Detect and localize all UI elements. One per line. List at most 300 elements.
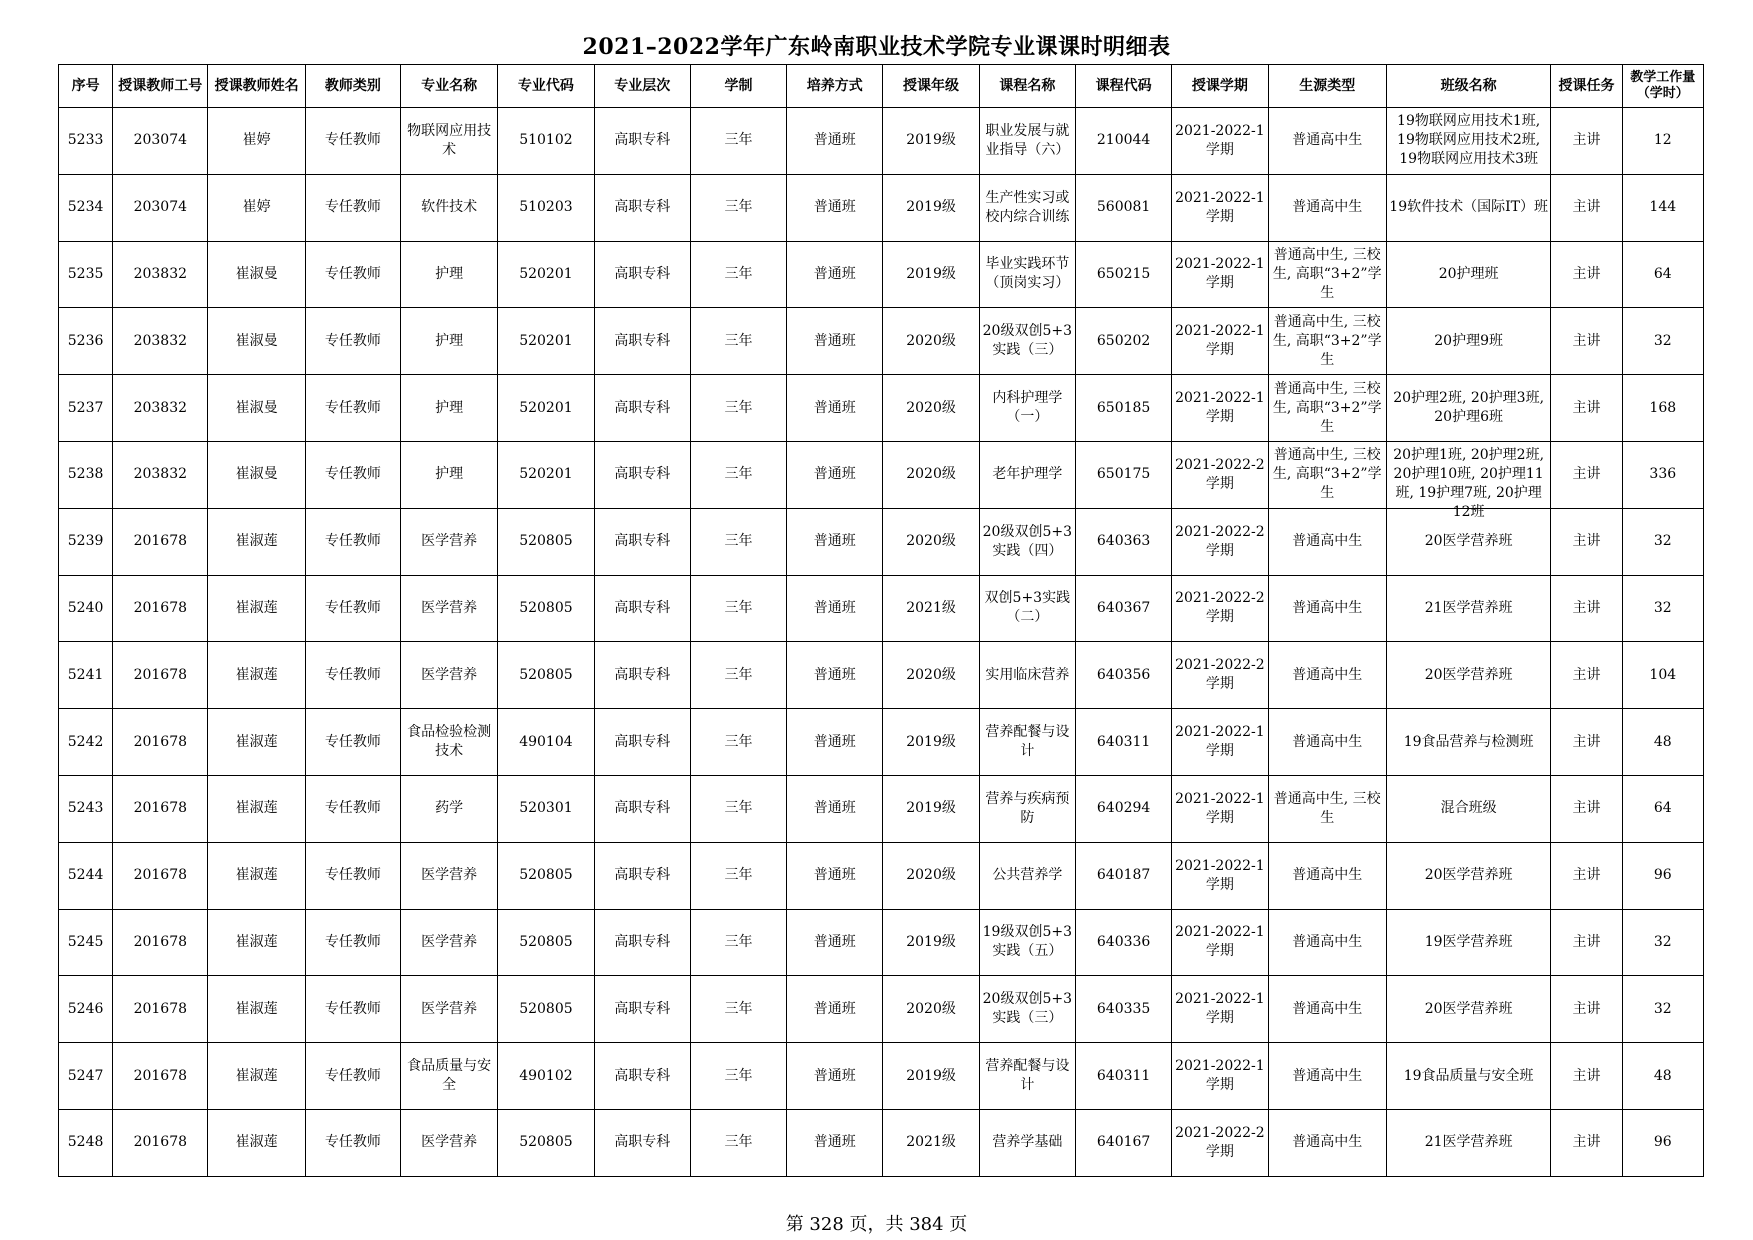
teacher-id-cell <box>113 642 208 709</box>
seq-cell <box>59 642 113 709</box>
course-name-cell <box>979 241 1075 308</box>
grade-cell <box>883 375 979 442</box>
level-cell <box>594 575 690 642</box>
course-code-cell <box>1075 1109 1171 1176</box>
cell-text: 203074 <box>133 132 188 149</box>
course-name-cell <box>979 775 1075 842</box>
grade-cell <box>883 1043 979 1110</box>
cell-text: 三年 <box>724 800 753 817</box>
cell-text: 5234 <box>67 199 104 216</box>
course-name-cell <box>979 909 1075 976</box>
class-name-cell <box>1386 842 1551 909</box>
cell-text: 520805 <box>519 1000 573 1017</box>
header-cell: 课程代码 <box>1075 65 1171 108</box>
level-cell <box>594 308 690 375</box>
cell-text: 普通高中生, 三校生, 高职“3+2”学生 <box>1272 380 1382 435</box>
cell-text: 5246 <box>67 1000 104 1017</box>
cell-text: 20医学营养班 <box>1424 867 1513 884</box>
cell-text: 20护理2班, 20护理3班, 20护理6班 <box>1393 390 1545 426</box>
task-cell <box>1551 174 1622 241</box>
cell-text: 2019级 <box>906 265 956 282</box>
course-code-cell <box>1075 441 1171 508</box>
major-name-cell <box>401 108 498 175</box>
class-name-cell <box>1386 241 1551 308</box>
teacher-id-cell <box>113 108 208 175</box>
level-cell <box>594 1109 690 1176</box>
class-name-cell <box>1386 441 1551 521</box>
cell-text: 高职专科 <box>614 1067 671 1084</box>
cell-text: 96 <box>1653 1134 1672 1151</box>
cell-text: 三年 <box>724 933 753 950</box>
cell-text: 201678 <box>133 800 188 817</box>
cell-text: 5241 <box>67 666 104 683</box>
cell-text: 2019级 <box>906 800 956 817</box>
cell-text: 崔淑曼 <box>235 265 278 282</box>
cell-text: 主讲 <box>1572 599 1601 616</box>
cell-text: 201678 <box>133 733 188 750</box>
teacher-id-cell <box>113 842 208 909</box>
grade-cell <box>883 1109 979 1176</box>
student-source-cell <box>1268 508 1386 575</box>
cell-text: 普通班 <box>813 1067 856 1084</box>
cell-text: 专任教师 <box>324 399 381 416</box>
cell-text: 5242 <box>67 733 104 750</box>
cell-text: 2019级 <box>906 132 956 149</box>
cell-text: 520805 <box>519 599 573 616</box>
duration-cell <box>690 1043 786 1110</box>
cell-text: 520201 <box>519 399 573 416</box>
cell-text: 520201 <box>519 265 573 282</box>
course-name-cell <box>979 642 1075 709</box>
cell-text: 内科护理学（一） <box>992 390 1063 426</box>
course-name-cell <box>979 709 1075 776</box>
cell-text: 5244 <box>67 867 104 884</box>
cell-text: 20医学营养班 <box>1424 666 1513 683</box>
cell-text: 5235 <box>67 265 104 282</box>
seq-cell <box>59 308 113 375</box>
cell-text: 专任教师 <box>324 199 381 216</box>
cell-text: 专任教师 <box>324 265 381 282</box>
major-code-cell <box>498 642 594 709</box>
cell-text: 640367 <box>1096 599 1151 616</box>
course-name-cell <box>979 842 1075 909</box>
cell-text: 主讲 <box>1572 132 1601 149</box>
class-name-cell <box>1386 375 1551 442</box>
cell-text: 崔淑莲 <box>235 867 278 884</box>
course-code-cell <box>1075 308 1171 375</box>
cell-text: 96 <box>1653 867 1672 884</box>
major-name-cell <box>401 1109 498 1176</box>
cell-text: 2019级 <box>906 733 956 750</box>
cell-text: 2020级 <box>906 533 956 550</box>
header-cell: 授课年级 <box>883 65 979 108</box>
cell-text: 普通班 <box>813 399 856 416</box>
cell-text: 201678 <box>133 1067 188 1084</box>
student-source-cell <box>1268 575 1386 642</box>
cell-text: 主讲 <box>1572 800 1601 817</box>
cell-text: 210044 <box>1096 132 1151 149</box>
cell-text: 药学 <box>435 800 464 817</box>
task-cell <box>1551 709 1622 776</box>
cell-text: 高职专科 <box>614 533 671 550</box>
teacher-id-cell <box>113 508 208 575</box>
major-code-cell <box>498 709 594 776</box>
cell-text: 老年护理学 <box>992 466 1063 483</box>
teacher-name-cell <box>208 1043 305 1110</box>
teacher-type-cell <box>305 308 400 375</box>
cell-text: 主讲 <box>1572 733 1601 750</box>
cell-text: 20护理1班, 20护理2班, 20护理10班, 20护理11班, 19护理7班, 20护理12班 <box>1393 447 1545 521</box>
teacher-type-cell <box>305 709 400 776</box>
student-source-cell <box>1268 909 1386 976</box>
cell-text: 640187 <box>1096 867 1151 884</box>
cell-text: 主讲 <box>1572 199 1601 216</box>
class-name-cell <box>1386 909 1551 976</box>
major-code-cell <box>498 308 594 375</box>
workload-cell <box>1622 241 1703 308</box>
cell-text: 2020级 <box>906 399 956 416</box>
grade-cell <box>883 108 979 175</box>
cell-text: 5248 <box>67 1134 104 1151</box>
cell-text: 201678 <box>133 933 188 950</box>
duration-cell <box>690 108 786 175</box>
cell-text: 高职专科 <box>614 199 671 216</box>
header-cell: 授课教师姓名 <box>208 65 305 108</box>
cell-text: 普通班 <box>813 599 856 616</box>
cell-text: 营养配餐与设计 <box>985 1058 1070 1094</box>
class-name-cell <box>1386 108 1551 175</box>
cell-text: 普通高中生 <box>1292 666 1363 683</box>
teacher-name-cell <box>208 108 305 175</box>
cell-text: 三年 <box>724 867 753 884</box>
cell-text: 336 <box>1649 466 1677 483</box>
seq-cell <box>59 1043 113 1110</box>
semester-cell <box>1172 174 1268 241</box>
major-code-cell <box>498 1109 594 1176</box>
cell-text: 203074 <box>133 199 188 216</box>
major-code-cell <box>498 241 594 308</box>
student-source-cell <box>1268 842 1386 909</box>
task-cell <box>1551 842 1622 909</box>
class-name-cell <box>1386 1043 1551 1110</box>
cell-text: 普通班 <box>813 733 856 750</box>
cell-text: 崔婷 <box>242 132 271 149</box>
course-name-cell <box>979 508 1075 575</box>
cell-text: 203832 <box>133 332 188 349</box>
semester-cell <box>1172 842 1268 909</box>
major-name-cell <box>401 842 498 909</box>
cell-text: 主讲 <box>1572 1067 1601 1084</box>
major-code-cell <box>498 775 594 842</box>
workload-cell <box>1622 575 1703 642</box>
teacher-name-cell <box>208 642 305 709</box>
student-source-cell <box>1268 174 1386 241</box>
major-name-cell <box>401 441 498 508</box>
cell-text: 2021-2022-1学期 <box>1175 924 1265 960</box>
cell-text: 护理 <box>435 399 464 416</box>
cell-text: 营养与疾病预防 <box>985 790 1070 826</box>
cell-text: 2021-2022-1学期 <box>1175 724 1265 760</box>
duration-cell <box>690 775 786 842</box>
cell-text: 崔淑莲 <box>235 1000 278 1017</box>
teacher-type-cell <box>305 1109 400 1176</box>
table-row <box>59 842 1704 909</box>
header-cell: 授课学期 <box>1172 65 1268 108</box>
teacher-id-cell <box>113 174 208 241</box>
workload-cell <box>1622 842 1703 909</box>
semester-cell <box>1172 709 1268 776</box>
cell-text: 护理 <box>435 332 464 349</box>
semester-cell <box>1172 976 1268 1043</box>
cell-text: 520201 <box>519 332 573 349</box>
class-name-cell <box>1386 709 1551 776</box>
class-name-cell <box>1386 775 1551 842</box>
level-cell <box>594 909 690 976</box>
teacher-id-cell <box>113 308 208 375</box>
cell-text: 2021-2022-2学期 <box>1175 657 1265 693</box>
header-cell: 教师类别 <box>305 65 400 108</box>
cell-text: 5245 <box>67 933 104 950</box>
cell-text: 2020级 <box>906 332 956 349</box>
task-cell <box>1551 1043 1622 1110</box>
teacher-name-cell <box>208 909 305 976</box>
cell-text: 32 <box>1653 533 1672 550</box>
task-cell <box>1551 108 1622 175</box>
semester-cell <box>1172 1109 1268 1176</box>
cell-text: 640311 <box>1096 1067 1151 1084</box>
teacher-type-cell <box>305 775 400 842</box>
course-name-cell <box>979 976 1075 1043</box>
table-row <box>59 108 1704 175</box>
teacher-id-cell <box>113 909 208 976</box>
training-mode-cell <box>787 976 883 1043</box>
cell-text: 2020级 <box>906 867 956 884</box>
cell-text: 普通高中生 <box>1292 1134 1363 1151</box>
table-row <box>59 174 1704 241</box>
teacher-type-cell <box>305 909 400 976</box>
task-cell <box>1551 375 1622 442</box>
cell-text: 2021-2022-1学期 <box>1175 790 1265 826</box>
teacher-type-cell <box>305 375 400 442</box>
cell-text: 普通高中生 <box>1292 1000 1363 1017</box>
grade-cell <box>883 775 979 842</box>
teacher-type-cell <box>305 241 400 308</box>
course-name-cell <box>979 1109 1075 1176</box>
cell-text: 普通班 <box>813 933 856 950</box>
major-name-cell <box>401 575 498 642</box>
cell-text: 三年 <box>724 332 753 349</box>
seq-cell <box>59 375 113 442</box>
cell-text: 203832 <box>133 399 188 416</box>
cell-text: 20医学营养班 <box>1424 1000 1513 1017</box>
grade-cell <box>883 709 979 776</box>
major-code-cell <box>498 108 594 175</box>
cell-text: 崔淑莲 <box>235 1134 278 1151</box>
level-cell <box>594 976 690 1043</box>
workload-cell <box>1622 976 1703 1043</box>
header-cell: 专业名称 <box>401 65 498 108</box>
major-name-cell <box>401 1043 498 1110</box>
cell-text: 普通高中生, 三校生, 高职“3+2”学生 <box>1272 246 1382 301</box>
student-source-cell <box>1268 1043 1386 1110</box>
cell-text: 32 <box>1653 933 1672 950</box>
cell-text: 2020级 <box>906 666 956 683</box>
cell-text: 640335 <box>1096 1000 1151 1017</box>
table-row <box>59 375 1704 442</box>
cell-text: 主讲 <box>1572 1134 1601 1151</box>
teacher-type-cell <box>305 441 400 508</box>
cell-text: 201678 <box>133 867 188 884</box>
cell-text: 19软件技术（国际IT）班 <box>1389 199 1548 216</box>
cell-text: 普通班 <box>813 466 856 483</box>
grade-cell <box>883 508 979 575</box>
cell-text: 高职专科 <box>614 666 671 683</box>
cell-text: 崔淑莲 <box>235 533 278 550</box>
course-code-cell <box>1075 909 1171 976</box>
cell-text: 2021-2022-2学期 <box>1175 1124 1265 1160</box>
cell-text: 20级双创5+3实践（四） <box>982 523 1072 559</box>
student-source-cell <box>1268 375 1386 442</box>
cell-text: 640294 <box>1096 800 1151 817</box>
course-code-cell <box>1075 642 1171 709</box>
cell-text: 2021-2022-1学期 <box>1175 991 1265 1027</box>
teacher-name-cell <box>208 976 305 1043</box>
cell-text: 2021级 <box>906 599 956 616</box>
task-cell <box>1551 976 1622 1043</box>
training-mode-cell <box>787 174 883 241</box>
workload-cell <box>1622 308 1703 375</box>
training-mode-cell <box>787 1043 883 1110</box>
seq-cell <box>59 241 113 308</box>
cell-text: 2021-2022-2学期 <box>1175 523 1265 559</box>
cell-text: 201678 <box>133 1000 188 1017</box>
cell-text: 医学营养 <box>421 933 478 950</box>
course-code-cell <box>1075 1043 1171 1110</box>
level-cell <box>594 174 690 241</box>
level-cell <box>594 108 690 175</box>
major-code-cell <box>498 575 594 642</box>
cell-text: 48 <box>1653 1067 1672 1084</box>
cell-text: 5239 <box>67 533 104 550</box>
workload-cell <box>1622 508 1703 575</box>
cell-text: 普通班 <box>813 332 856 349</box>
cell-text: 普通高中生, 三校生, 高职“3+2”学生 <box>1272 447 1382 502</box>
teacher-type-cell <box>305 174 400 241</box>
table-row <box>59 976 1704 1043</box>
course-name-cell <box>979 1043 1075 1110</box>
cell-text: 5236 <box>67 332 104 349</box>
semester-cell <box>1172 308 1268 375</box>
duration-cell <box>690 709 786 776</box>
cell-text: 2019级 <box>906 933 956 950</box>
cell-text: 医学营养 <box>421 1134 478 1151</box>
cell-text: 专任教师 <box>324 666 381 683</box>
cell-text: 三年 <box>724 733 753 750</box>
cell-text: 专任教师 <box>324 933 381 950</box>
cell-text: 主讲 <box>1572 533 1601 550</box>
cell-text: 主讲 <box>1572 265 1601 282</box>
cell-text: 490104 <box>519 733 573 750</box>
cell-text: 2019级 <box>906 199 956 216</box>
teacher-type-cell <box>305 1043 400 1110</box>
student-source-cell <box>1268 642 1386 709</box>
cell-text: 520805 <box>519 867 573 884</box>
teacher-name-cell <box>208 842 305 909</box>
cell-text: 专任教师 <box>324 1067 381 1084</box>
header-cell: 课程名称 <box>979 65 1075 108</box>
cell-text: 三年 <box>724 1134 753 1151</box>
level-cell <box>594 775 690 842</box>
teacher-name-cell <box>208 375 305 442</box>
level-cell <box>594 441 690 508</box>
teacher-type-cell <box>305 976 400 1043</box>
cell-text: 520301 <box>519 800 573 817</box>
cell-text: 650185 <box>1096 399 1151 416</box>
teacher-type-cell <box>305 642 400 709</box>
header-cell: 生源类型 <box>1268 65 1386 108</box>
major-code-cell <box>498 441 594 508</box>
duration-cell <box>690 375 786 442</box>
cell-text: 普通班 <box>813 199 856 216</box>
semester-cell <box>1172 441 1268 508</box>
cell-text: 三年 <box>724 666 753 683</box>
grade-cell <box>883 441 979 508</box>
training-mode-cell <box>787 308 883 375</box>
cell-text: 201678 <box>133 533 188 550</box>
major-name-cell <box>401 709 498 776</box>
seq-cell <box>59 174 113 241</box>
cell-text: 2019级 <box>906 1067 956 1084</box>
seq-cell <box>59 842 113 909</box>
course-code-cell <box>1075 842 1171 909</box>
teacher-id-cell <box>113 709 208 776</box>
level-cell <box>594 842 690 909</box>
cell-text: 食品质量与安全 <box>407 1058 492 1094</box>
cell-text: 510102 <box>519 132 573 149</box>
grade-cell <box>883 174 979 241</box>
cell-text: 崔淑曼 <box>235 466 278 483</box>
cell-text: 32 <box>1653 1000 1672 1017</box>
cell-text: 崔淑莲 <box>235 1067 278 1084</box>
cell-text: 104 <box>1649 666 1677 683</box>
duration-cell <box>690 842 786 909</box>
cell-text: 20级双创5+3实践（三） <box>982 991 1072 1027</box>
cell-text: 19物联网应用技术1班, 19物联网应用技术2班, 19物联网应用技术3班 <box>1397 113 1541 168</box>
semester-cell <box>1172 909 1268 976</box>
cell-text: 2021-2022-1学期 <box>1175 390 1265 426</box>
cell-text: 普通班 <box>813 867 856 884</box>
cell-text: 专任教师 <box>324 599 381 616</box>
table-body <box>59 108 1704 1177</box>
header-cell: 专业层次 <box>594 65 690 108</box>
cell-text: 5238 <box>67 466 104 483</box>
level-cell <box>594 241 690 308</box>
cell-text: 20护理9班 <box>1434 332 1503 349</box>
duration-cell <box>690 1109 786 1176</box>
cell-text: 21医学营养班 <box>1424 599 1513 616</box>
cell-text: 20医学营养班 <box>1424 533 1513 550</box>
cell-text: 2021-2022-1学期 <box>1175 189 1265 225</box>
workload-cell <box>1622 1109 1703 1176</box>
level-cell <box>594 375 690 442</box>
cell-text: 19级双创5+3实践（五） <box>982 924 1072 960</box>
cell-text: 普通班 <box>813 800 856 817</box>
cell-text: 崔淑曼 <box>235 332 278 349</box>
teacher-name-cell <box>208 575 305 642</box>
cell-text: 三年 <box>724 533 753 550</box>
cell-text: 48 <box>1653 733 1672 750</box>
cell-text: 560081 <box>1096 199 1151 216</box>
